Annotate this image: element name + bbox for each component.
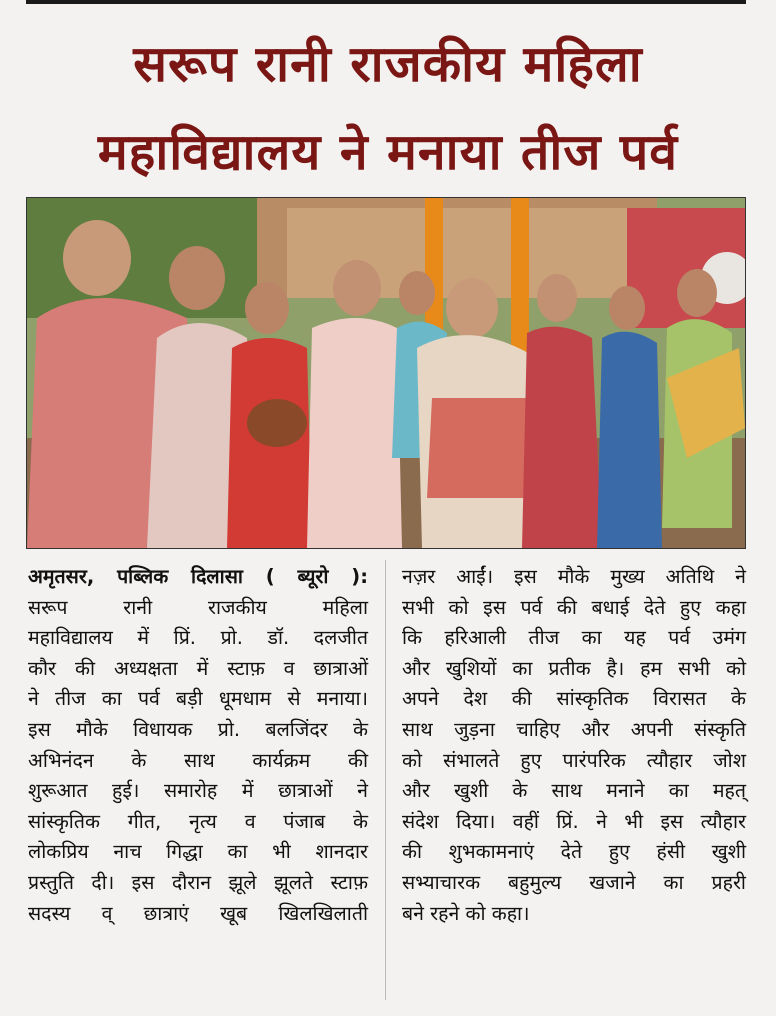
article-line: अपने देश की सांस्कृतिक विरासत के	[402, 687, 746, 711]
article-line: की शुभकामनाएं देते हुए हंसी खुशी	[402, 840, 746, 864]
article-line: प्रस्तुति दी। इस दौरान झूले झूलते स्टाफ़	[28, 870, 368, 894]
article-line: सांस्कृतिक गीत, नृत्य व पंजाब के	[28, 809, 368, 833]
article-line: शुरूआत हुई। समारोह में छात्राओं ने	[28, 779, 368, 803]
article-line: संदेश दिया। वहीं प्रिं. ने भी इस त्यौहार	[402, 809, 746, 833]
article-line: सभी को इस पर्व की बधाई देते हुए कहा	[402, 595, 746, 619]
top-rule	[26, 0, 746, 4]
article-line: नज़र आईं। इस मौके मुख्य अतिथि ने	[402, 565, 746, 588]
article-line: सदस्य व् छात्राएं खूब खिलखिलाती	[28, 901, 368, 925]
article-line: महाविद्यालय में प्रिं. प्रो. डॉ. दलजीत	[28, 626, 368, 650]
article-column-left	[28, 562, 368, 929]
headline-line-1: सरूप रानी राजकीय महिला	[133, 35, 643, 93]
article-line: कि हरिआली तीज का यह पर्व उमंग	[402, 626, 746, 650]
article-line: और खुशी के साथ मनाने का महत्	[402, 779, 746, 803]
news-photo	[26, 197, 746, 549]
article-dateline: अमृतसर, पब्लिक दिलासा ( ब्यूरो ):	[28, 565, 368, 588]
article-line: इस मौके विधायक प्रो. बलजिंदर के	[28, 717, 368, 741]
column-divider	[385, 560, 386, 1000]
article-line: लोकप्रिय नाच गिद्धा का भी शानदार	[28, 840, 368, 864]
article-line: साथ जुड़ना चाहिए और अपनी संस्कृति	[402, 717, 746, 741]
article-line: ने तीज का पर्व बड़ी धूमधाम से मनाया।	[28, 687, 368, 711]
photo-illustration	[27, 198, 745, 548]
article-line: सरूप रानी राजकीय महिला	[28, 595, 368, 619]
article-line: सभ्याचारक बहुमुल्य खजाने का प्रहरी	[402, 870, 746, 894]
article-line: अभिनंदन के साथ कार्यक्रम की	[28, 748, 368, 772]
article-line: और खुशियों का प्रतीक है। हम सभी को	[402, 656, 746, 680]
article-line: को संभालते हुए पारंपरिक त्यौहार जोश	[402, 748, 746, 772]
article-line: कौर की अध्यक्षता में स्टाफ़ व छात्राओं	[28, 656, 368, 680]
headline-line-2: महाविद्यालय ने मनाया तीज पर्व	[97, 123, 679, 181]
article-column-right	[402, 562, 746, 929]
article-line: बने रहने को कहा।	[402, 901, 530, 925]
